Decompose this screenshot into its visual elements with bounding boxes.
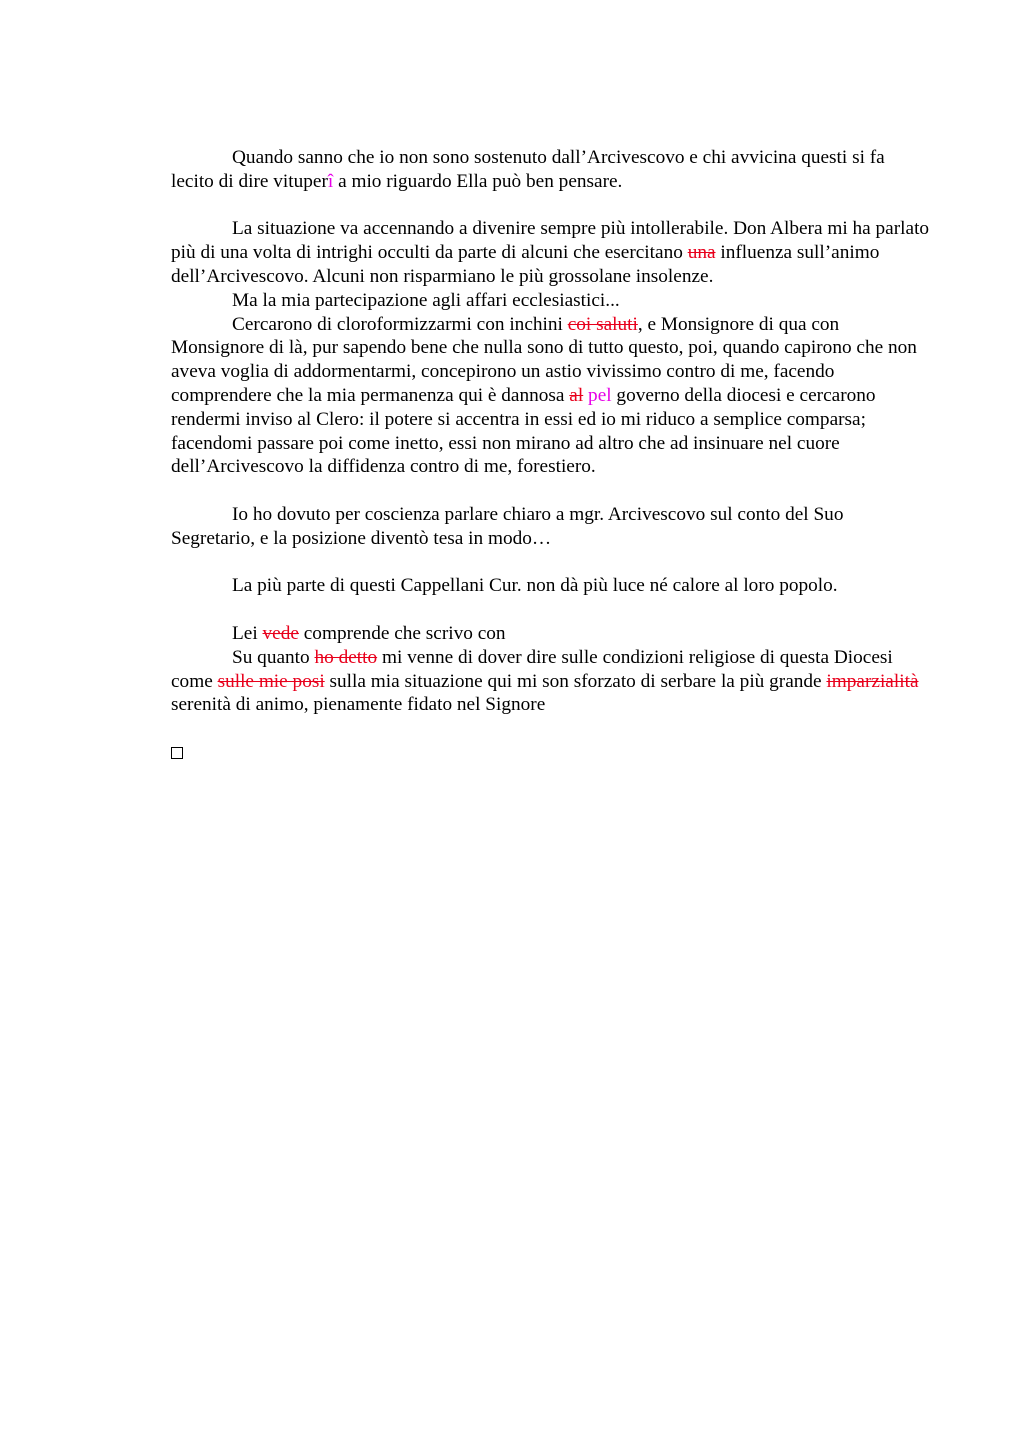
text-segment: governo della diocesi e cercarono rendermi inviso al Clero: il potere si accentra in essi ed io mi riduco a semplice comparsa; facendomi passare poi come inetto, essi non mirano ad altro che ad insinuare nel cuore dell’Arcivescovo la diffidenza contro di me, forestiero. [171,384,876,478]
paragraph-spacer [171,551,931,575]
end-marker [171,741,931,766]
text-segment: sulla mia situazione qui mi son sforzato di serbare la più grande [324,670,827,692]
deletion-mark: ho detto [314,646,378,668]
text-segment: Io ho dovuto per coscienza parlare chiaro a mgr. Arcivescovo sul conto del Suo Segretario, e la posizione diventò tesa in modo… [171,503,844,549]
paragraph-7 [171,622,931,646]
paragraph-6 [171,574,931,598]
paragraph-3 [171,289,931,313]
text-segment: comprende che scrivo con [298,622,506,644]
text-segment: La situazione va accennando a divenire sempre più intollerabile. Don Albera mi ha parlato più di una volta di intrighi occulti da parte di alcuni che esercitano [171,218,930,264]
paragraph-spacer [171,194,931,218]
paragraph-spacer [171,717,931,741]
text-segment: La più parte di questi Cappellani Cur. non dà più luce né calore al loro popolo. [232,575,838,597]
deletion-mark: coi saluti [567,313,638,335]
empty-checkbox-icon [171,747,183,759]
paragraph-spacer [171,479,931,503]
paragraph-8 [171,646,931,717]
text-segment: mi venne di dover dire sulle condizioni religiose di questa Diocesi come [171,646,893,692]
deletion-mark: una [687,242,716,264]
paragraph-spacer [171,598,931,622]
text-segment: Ma la mia partecipazione agli affari ecclesiastici... [232,289,620,311]
paragraph-2 [171,217,931,288]
deletion-mark: sulle mie posi [217,670,325,692]
text-segment: a mio riguardo Ella può ben pensare. [333,170,623,192]
text-segment: influenza sull’animo dell’Arcivescovo. Alcuni non risparmiano le più grossolane insolenze. [171,242,880,287]
deletion-mark: vede [262,622,299,644]
text-segment: , e Monsignore di qua con Monsignore di là, pur sapendo bene che nulla sono di tutto questo, poi, quando capirono che non aveva voglia di addormentarmi, concepirono un astio vivissimo contro di me, facendo comprendere che la mia permanenza qui è dannosa [171,313,917,406]
paragraph-4 [171,313,931,480]
text-segment: Cercarono di cloroformizzarmi con inchini [232,313,568,335]
deletion-mark: imparzialità [826,670,919,692]
text-segment: Quando sanno che io non sono sostenuto dall’Arcivescovo e chi avvicina questi si fa lecito di dire vituper [171,147,885,192]
paragraph-5 [171,503,931,551]
insertion-mark: pel [588,384,612,406]
insertion-mark: î [327,170,334,192]
deletion-mark: al [569,384,584,406]
document-page [171,146,931,766]
text-segment: serenità di animo, pienamente fidato nel Signore [171,694,546,716]
text-segment: Su quanto [232,646,315,668]
text-segment: Lei [232,622,263,644]
paragraph-1 [171,146,931,194]
